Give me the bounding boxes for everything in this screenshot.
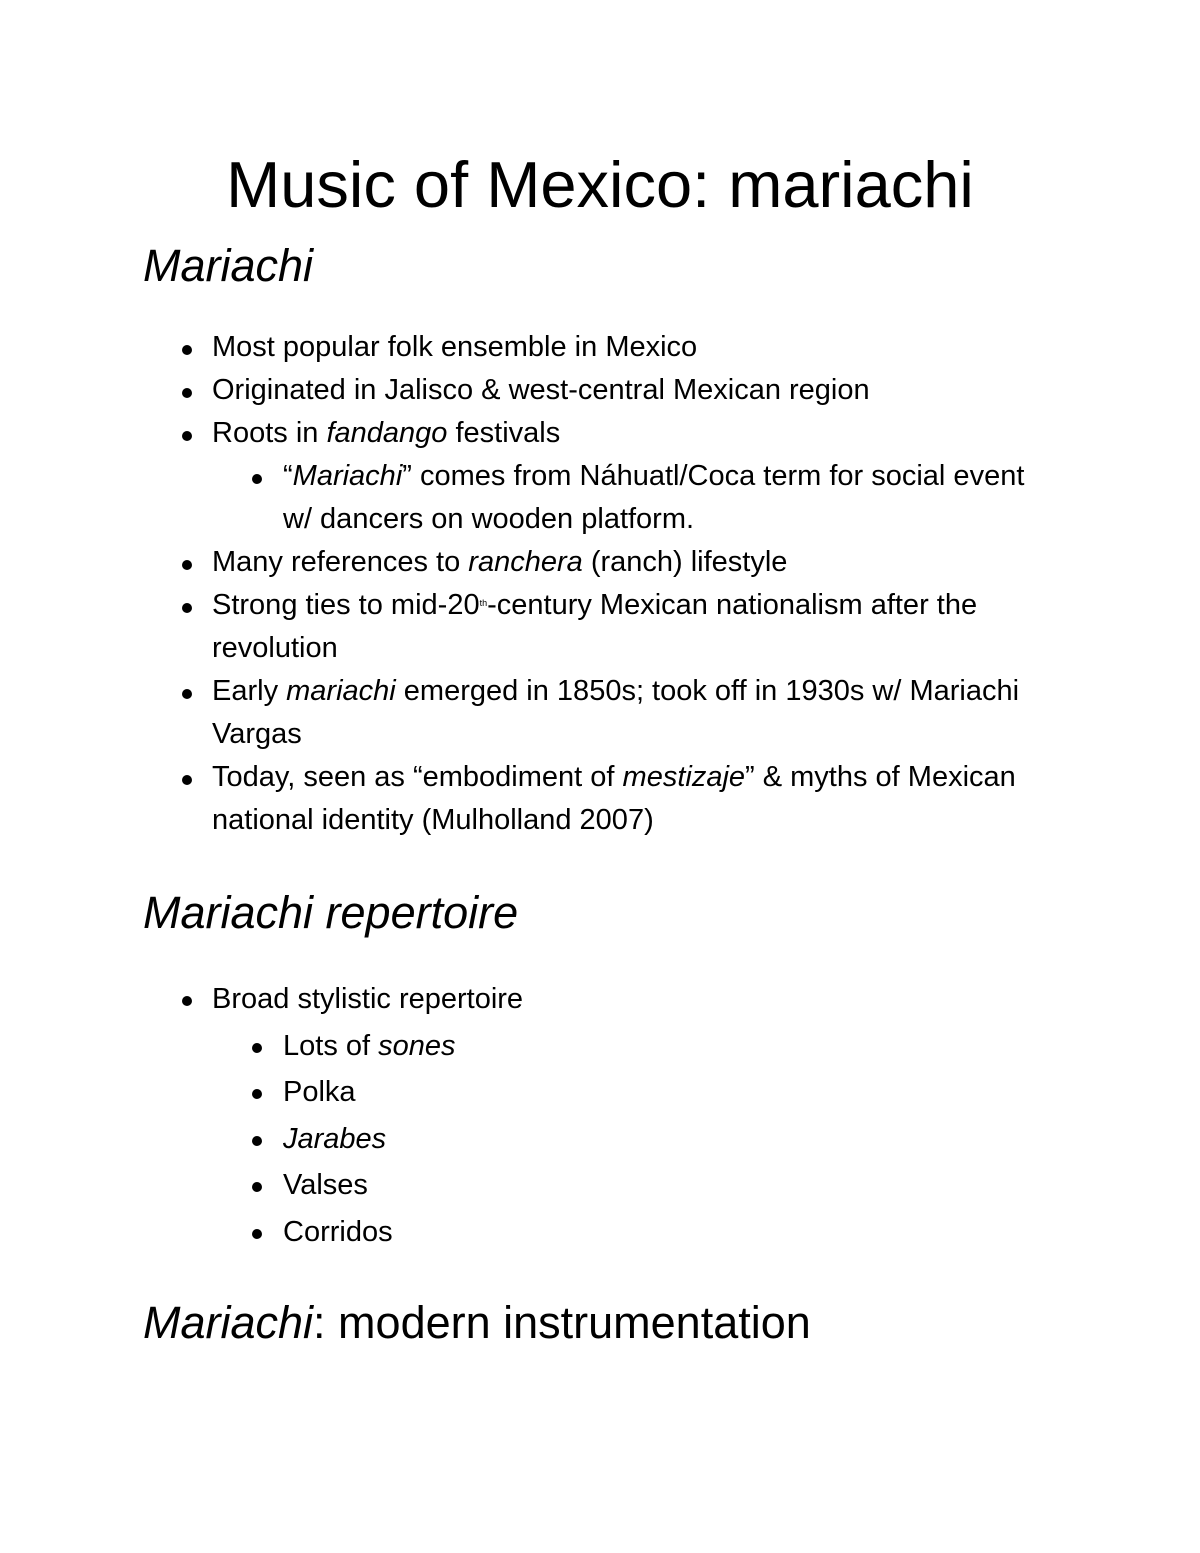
section-heading-mariachi [143,239,313,293]
list-item-italic: Jarabes [283,1122,387,1155]
bullet-icon [182,689,192,699]
bullet-icon [182,996,192,1006]
list-sub-item [0,1023,1103,1070]
bullet-icon [182,603,192,613]
list-item-text: Most popular folk ensemble in Mexico [212,331,698,363]
list-item-italic: mariachi [286,675,396,707]
list-sub-item [0,1116,1103,1163]
repertoire-bullet-list [0,976,1100,1255]
bullet-icon [252,1136,262,1146]
list-item-text: Broad stylistic repertoire [212,983,524,1015]
bullet-icon [252,474,262,484]
bullet-icon [252,1182,262,1192]
bullet-icon [182,560,192,570]
section-heading-repertoire [143,886,518,940]
bullet-icon [252,1229,262,1239]
list-item-italic: ranchera [468,546,583,578]
list-item [0,976,1032,1023]
section-heading-instrumentation-italic: Mariachi [143,1297,314,1348]
list-item-italic: mestizaje [622,761,746,793]
list-item-italic: sones [378,1029,456,1062]
section-heading-instrumentation-text: : modern instrumentation [313,1297,811,1348]
list-item [0,369,1032,412]
bullet-icon [182,388,192,398]
bullet-icon [252,1089,262,1099]
list-item-text: ” & myths of Mexican national identity (Mulholland 2007) [212,761,1016,836]
list-item-text: Originated in Jalisco & west-central Mexican region [212,374,870,406]
mariachi-bullet-list [0,326,1100,842]
list-item-text: Lots of [283,1029,379,1062]
bullet-icon [252,1043,262,1053]
list-item-text: festivals [447,417,561,449]
list-item-text: Many references to [212,546,469,578]
list-item [0,326,1032,369]
list-item [0,584,1032,670]
list-item [0,670,1032,756]
list-item [0,541,1032,584]
list-item-italic: Mariachi [292,460,403,492]
list-sub-item [0,1069,1103,1116]
list-item-text: Roots in [212,417,327,449]
list-item-text: -century Mexican nationalism after the revolution [212,589,978,664]
list-item-text: “ [283,460,293,492]
list-item-text: Polka [283,1076,356,1108]
list-item-text: Early [212,675,287,707]
section-heading-repertoire-text: Mariachi repertoire [143,887,519,938]
list-item-text: Today, seen as “embodiment of [212,761,623,793]
list-item [0,756,1032,842]
list-item-text: Strong ties to mid-20 [212,589,480,621]
list-sub-item [0,1209,1103,1256]
section-heading-instrumentation [143,1296,811,1350]
bullet-icon [182,345,192,355]
list-sub-item [0,1162,1103,1209]
section-heading-mariachi-text: Mariachi [143,240,314,291]
ordinal-superscript: th [479,598,488,608]
bullet-icon [182,431,192,441]
list-item-text: emerged in 1850s; took off in 1930s w/ Mariachi Vargas [212,675,1020,750]
list-item-text: ” comes from Náhuatl/Coca term for social event w/ dancers on wooden platform. [283,460,1025,535]
list-item-text: Valses [283,1169,368,1201]
page-title: Music of Mexico: mariachi [226,148,974,221]
list-item-text: Corridos [283,1215,393,1248]
list-item-italic: fandango [326,417,448,449]
list-sub-item [0,455,1043,541]
list-item [0,412,1032,455]
bullet-icon [182,775,192,785]
list-item-text: (ranch) lifestyle [582,546,788,578]
